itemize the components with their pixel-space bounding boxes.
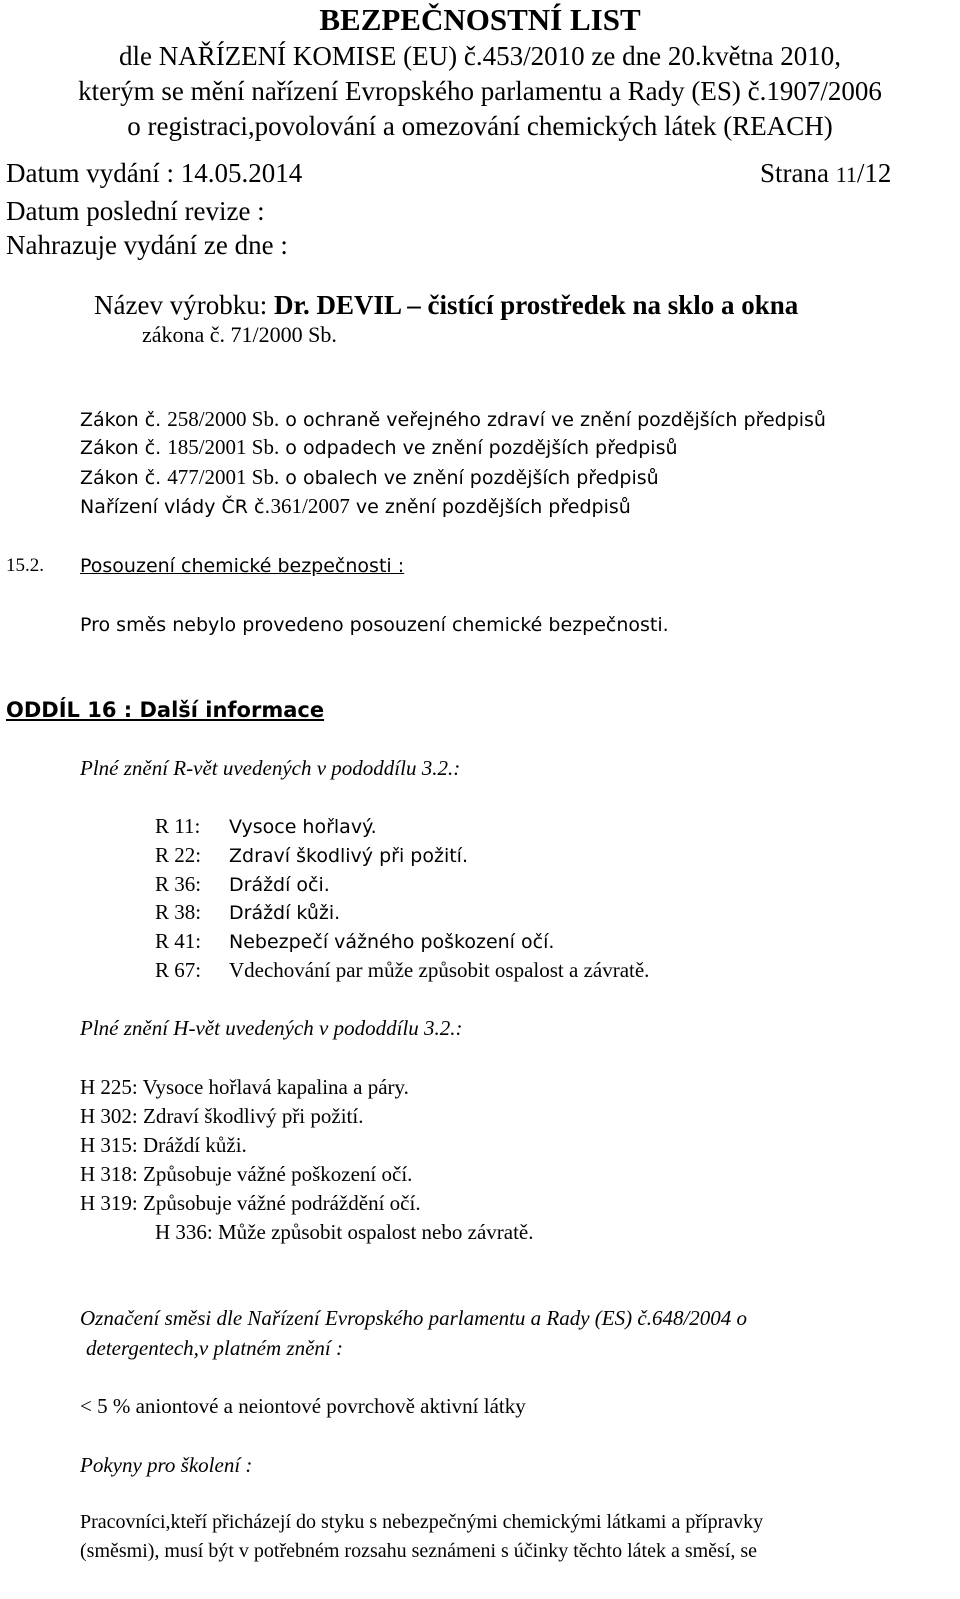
- r-phrase-row: [155, 843, 468, 868]
- section-15-2-body: Pro směs nebylo provedeno posouzení chemické bezpečnosti.: [80, 614, 669, 636]
- law-prefix: Zákon č.: [80, 409, 168, 431]
- page-number: [760, 158, 891, 189]
- law-line-361-2007: [80, 494, 631, 519]
- r-phrase-text: Vysoce hořlavý.: [229, 816, 377, 838]
- r-phrases-heading: Plné znění R-vět uvedených v pododdílu 3.2.:: [80, 756, 461, 780]
- h-phrase-text: Způsobuje vážné poškození očí.: [137, 1162, 413, 1186]
- r-phrase-row: [155, 929, 554, 954]
- law-line-185-2001: [80, 435, 678, 460]
- h-phrase-code: H 302:: [80, 1104, 138, 1128]
- r-phrase-row: [155, 900, 340, 925]
- h-phrase-code: H 315:: [80, 1133, 138, 1157]
- law-prefix: Nařízení vlády ČR č.: [80, 496, 271, 518]
- h-phrase-text: Dráždí kůži.: [137, 1133, 247, 1157]
- h-phrases-heading: Plné znění H-vět uvedených v pododdílu 3.2.:: [80, 1016, 463, 1040]
- issue-date: Datum vydání : 14.05.2014: [6, 158, 303, 188]
- r-phrase-code: R 11:: [155, 814, 201, 838]
- law-number: 185/2001 Sb.: [167, 435, 280, 459]
- r-phrase-code: R 22:: [155, 843, 202, 867]
- h-phrase-row: [155, 1220, 534, 1245]
- product-label: Název výrobku:: [94, 290, 274, 320]
- document-title: BEZPEČNOSTNÍ LIST: [319, 2, 641, 37]
- law-line-258-2000: [80, 407, 826, 432]
- h-phrase-text: Vysoce hořlavá kapalina a páry.: [137, 1075, 409, 1099]
- product-name: [94, 290, 798, 321]
- law-text: ve znění pozdějších předpisů: [349, 496, 631, 518]
- h-phrase-row: [80, 1133, 247, 1158]
- detergent-value: < 5 % aniontové a neiontové povrchově aktivní látky: [80, 1394, 526, 1418]
- h-phrase-row: [80, 1162, 412, 1187]
- detergent-heading-line-1: Označení směsi dle Nařízení Evropského parlamentu a Rady (ES) č.648/2004 o: [80, 1306, 748, 1330]
- law-number: 258/2000 Sb.: [167, 407, 280, 431]
- section-16-heading: ODDÍL 16 : Další informace: [6, 698, 325, 722]
- r-phrase-code: R 41:: [155, 929, 202, 953]
- regulation-line-3: o registraci,povolování a omezování chemických látek (REACH): [127, 111, 833, 141]
- training-heading: Pokyny pro školení :: [80, 1453, 253, 1477]
- r-phrase-text: Nebezpečí vážného poškození očí.: [229, 931, 555, 953]
- r-phrase-row: [155, 872, 330, 897]
- h-phrase-code: H 336:: [155, 1220, 213, 1244]
- r-phrase-code: R 36:: [155, 872, 202, 896]
- section-15-2-number: 15.2.: [6, 555, 44, 576]
- h-phrase-text: Zdraví škodlivý při požití.: [137, 1104, 364, 1128]
- h-phrase-code: H 319:: [80, 1191, 138, 1215]
- r-phrase-text: Dráždí kůži.: [229, 902, 341, 924]
- h-phrase-code: H 318:: [80, 1162, 138, 1186]
- law-prefix: Zákon č.: [80, 437, 168, 459]
- h-phrase-code: H 225:: [80, 1075, 138, 1099]
- regulation-line-1: dle NAŘÍZENÍ KOMISE (EU) č.453/2010 ze dne 20.května 2010,: [118, 41, 842, 71]
- regulation-line-2: kterým se mění nařízení Evropského parlamentu a Rady (ES) č.1907/2006: [78, 76, 882, 106]
- r-phrase-code: R 67:: [155, 958, 202, 982]
- page-number-total: /12: [856, 158, 892, 188]
- h-phrase-row: [80, 1075, 409, 1100]
- r-phrase-row: [155, 958, 649, 983]
- law-line-71-2000: zákona č. 71/2000 Sb.: [142, 322, 337, 347]
- r-phrase-text: Vdechování par může způsobit ospalost a závratě.: [229, 958, 650, 982]
- law-text: o ochraně veřejného zdraví ve znění pozdějších předpisů: [279, 409, 826, 431]
- law-text: o obalech ve znění pozdějších předpisů: [279, 467, 659, 489]
- detergent-heading-line-2: detergentech,v platném znění :: [86, 1336, 343, 1360]
- h-phrase-row: [80, 1191, 421, 1216]
- page-number-current: 11: [835, 162, 857, 187]
- section-15-2-title: Posouzení chemické bezpečnosti :: [80, 555, 405, 577]
- r-phrase-code: R 38:: [155, 900, 202, 924]
- r-phrase-row: [155, 814, 377, 839]
- product-title: Dr. DEVIL – čistící prostředek na sklo a okna: [273, 290, 799, 320]
- h-phrase-text: Způsobuje vážné podráždění očí.: [137, 1191, 421, 1215]
- replaces-edition: Nahrazuje vydání ze dne :: [6, 230, 288, 260]
- h-phrase-row: [80, 1104, 363, 1129]
- law-text: o odpadech ve znění pozdějších předpisů: [279, 437, 678, 459]
- law-line-477-2001: [80, 465, 659, 490]
- law-prefix: Zákon č.: [80, 467, 168, 489]
- law-number: 361/2007: [270, 494, 350, 518]
- law-number: 477/2001 Sb.: [167, 465, 280, 489]
- h-phrase-text: Může způsobit ospalost nebo závratě.: [212, 1220, 534, 1244]
- training-line-2: (směsmi), musí být v potřebném rozsahu seznámeni s účinky těchto látek a směsí, se: [80, 1540, 758, 1562]
- revision-date: Datum poslední revize :: [6, 196, 265, 226]
- training-line-1: Pracovníci,kteří přicházejí do styku s nebezpečnými chemickými látkami a přípravky: [80, 1511, 764, 1533]
- r-phrase-text: Zdraví škodlivý při požití.: [229, 845, 468, 867]
- page-number-label: Strana: [760, 158, 836, 188]
- r-phrase-text: Dráždí oči.: [229, 874, 330, 896]
